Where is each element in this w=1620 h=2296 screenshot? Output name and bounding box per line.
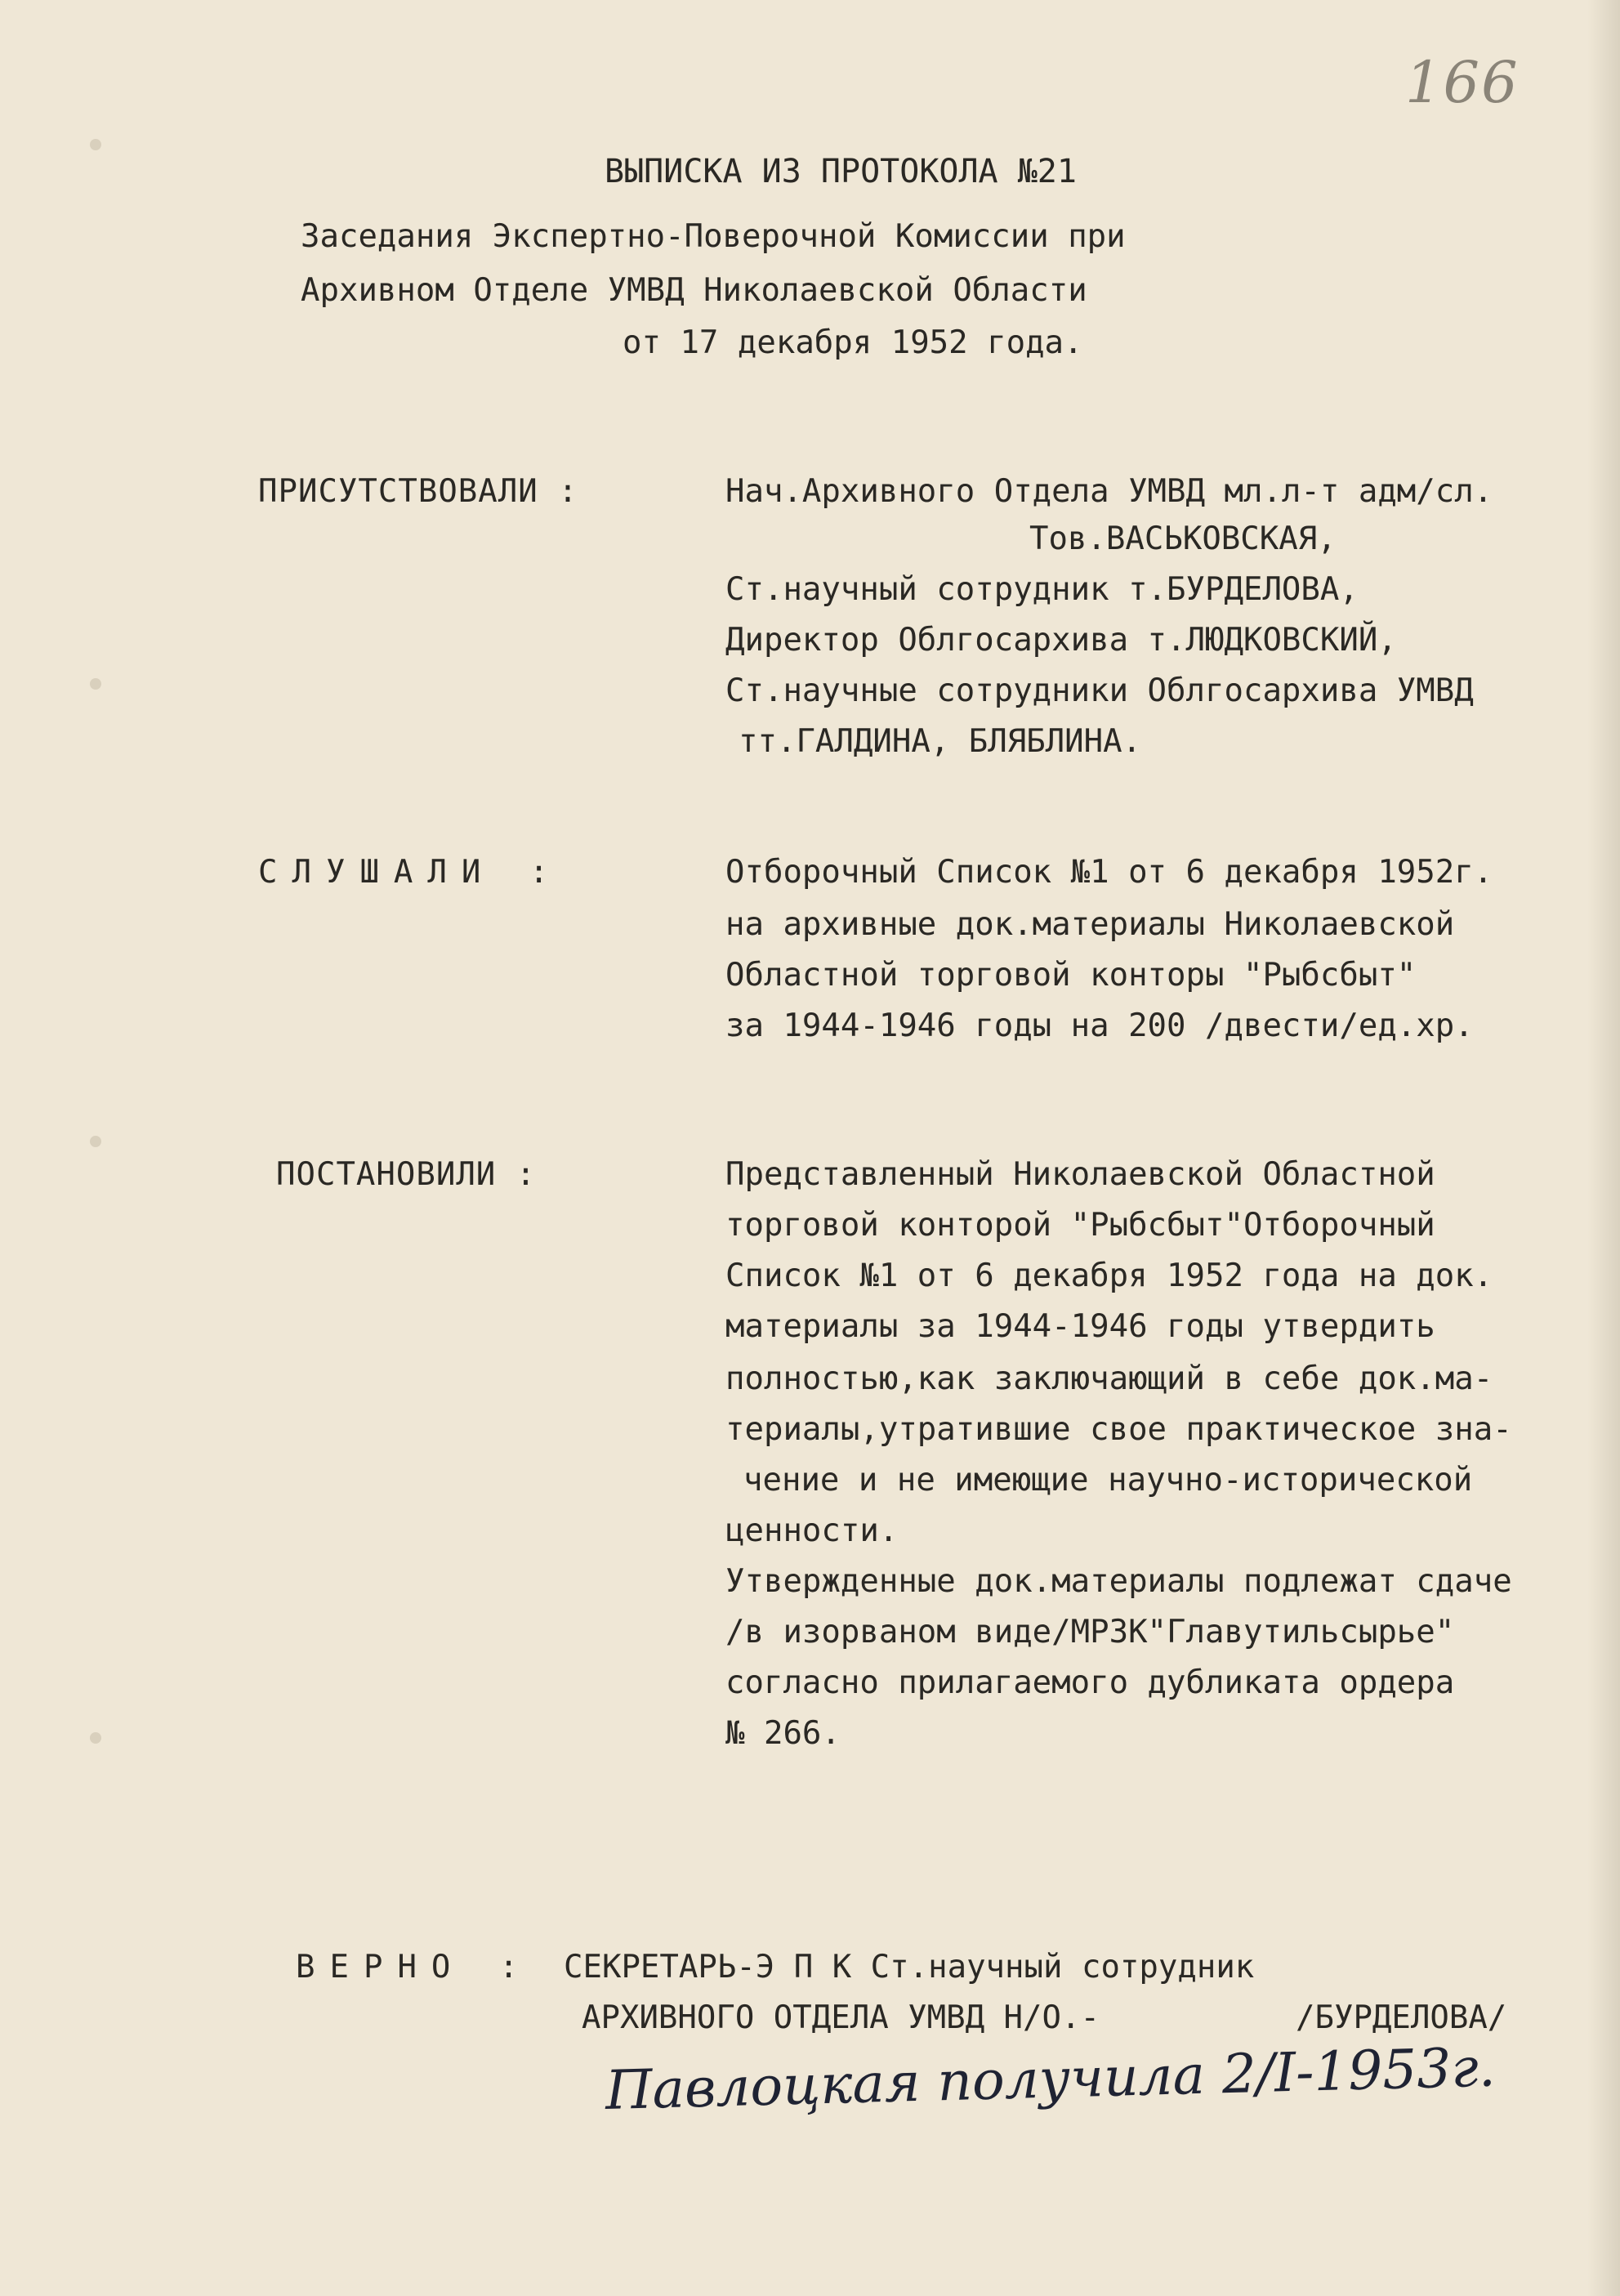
resolved-line: согласно прилагаемого дубликата ордера (725, 1664, 1455, 1701)
resolved-line: торговой конторой "Рыбсбыт"Отборочный (725, 1207, 1435, 1244)
resolved-line: Список №1 от 6 декабря 1952 года на док. (725, 1257, 1493, 1294)
resolved-line: териалы,утратившие свое практическое зна- (725, 1411, 1512, 1448)
heard-line: Областной торговой конторы "Рыбсбыт" (725, 957, 1417, 994)
present-label: ПРИСУТСТВОВАЛИ : (258, 473, 578, 510)
header-line: Заседания Экспертно-Поверочной Комиссии при (301, 218, 1126, 255)
present-line: Директор Облгосархива т.ЛЮДКОВСКИЙ, (725, 622, 1397, 659)
present-line: Тов.ВАСЬКОВСКАЯ, (1029, 520, 1337, 557)
secretary-name: /БУРДЕЛОВА/ (1296, 1999, 1507, 2036)
handwritten-receipt-note: Павлоцкая получила 2/I-1953г. (605, 2035, 1497, 2122)
header-line: Архивном Отделе УМВД Николаевской Области (301, 272, 1087, 309)
secretary-line: АРХИВНОГО ОТДЕЛА УМВД Н/О.- (582, 1999, 1100, 2036)
resolved-line: /в изорваном виде/МРЗК"Главутильсырье" (725, 1614, 1455, 1651)
resolved-line: Утвержденные док.материалы подлежат сдаче (725, 1563, 1512, 1600)
heard-label: СЛУШАЛИ : (258, 854, 564, 891)
document-title: ВЫПИСКА ИЗ ПРОТОКОЛА №21 (605, 153, 1077, 190)
present-line: Ст.научный сотрудник т.БУРДЕЛОВА, (725, 571, 1359, 608)
folio-number: 166 (1405, 49, 1520, 116)
present-line: Ст.научные сотрудники Облгосархива УМВД (725, 672, 1474, 709)
present-line: Нач.Архивного Отдела УМВД мл.л-т адм/сл. (725, 473, 1493, 510)
resolved-line: ценности. (725, 1512, 899, 1549)
resolved-line: материалы за 1944-1946 годы утвердить (725, 1308, 1435, 1345)
secretary-line: СЕКРЕТАРЬ-Э П К Ст.научный сотрудник (564, 1949, 1255, 1986)
resolved-line: чение и не имеющие научно-исторической (743, 1462, 1473, 1499)
heard-line: Отборочный Список №1 от 6 декабря 1952г. (725, 854, 1493, 891)
punch-hole-mark (90, 139, 101, 150)
punch-hole-mark (90, 1732, 101, 1744)
paper-edge-shadow (1587, 0, 1620, 2296)
resolved-line: полностью,как заключающий в себе док.ма- (725, 1360, 1493, 1397)
present-line: тт.ГАЛДИНА, БЛЯБЛИНА. (739, 723, 1142, 760)
punch-hole-mark (90, 678, 101, 690)
header-date: от 17 декабря 1952 года. (623, 324, 1083, 361)
heard-line: за 1944-1946 годы на 200 /двести/ед.хр. (725, 1007, 1474, 1044)
resolved-label: ПОСТАНОВИЛИ : (276, 1156, 537, 1193)
heard-line: на архивные док.материалы Николаевской (725, 906, 1455, 943)
resolved-line: Представленный Николаевской Областной (725, 1156, 1435, 1193)
punch-hole-mark (90, 1136, 101, 1147)
resolved-line: № 266. (725, 1715, 841, 1752)
certified-label: ВЕРНО : (296, 1949, 533, 1986)
